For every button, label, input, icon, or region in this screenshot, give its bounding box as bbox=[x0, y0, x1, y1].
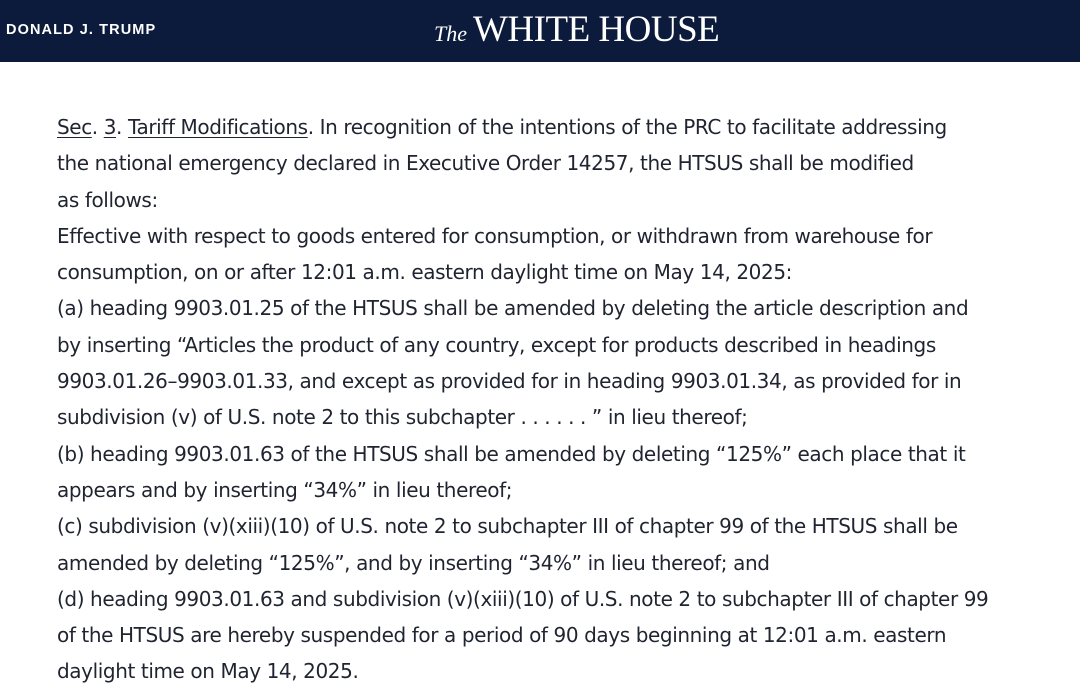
item-a-line: by inserting “Articles the product of any country, except for products described in headings bbox=[57, 332, 936, 357]
section-title: Tariff Modifications bbox=[127, 115, 308, 139]
item-a-line: (a) heading 9903.01.25 of the HTSUS shall be amended by deleting the article description and bbox=[57, 296, 969, 321]
item-d-line: daylight time on May 14, 2025. bbox=[57, 659, 359, 684]
sec-after-number: . bbox=[116, 115, 128, 139]
section-heading-line bbox=[57, 109, 1067, 145]
item-b-line: (b) heading 9903.01.63 of the HTSUS shall be amended by deleting “125%” each place that it bbox=[57, 441, 966, 466]
paragraph-line: as follows: bbox=[57, 187, 158, 212]
paragraph-line: Effective with respect to goods entered for consumption, or withdrawn from warehouse for bbox=[57, 223, 933, 248]
item-b-line: appears and by inserting “34%” in lieu thereof; bbox=[57, 477, 513, 502]
paragraph-line: the national emergency declared in Executive Order 14257, the HTSUS shall be modified bbox=[57, 151, 914, 176]
item-d-line: (d) heading 9903.01.63 and subdivision (v)(xiii)(10) of U.S. note 2 to subchapter III of chapter 99 bbox=[57, 586, 989, 611]
item-d-line: of the HTSUS are hereby suspended for a period of 90 days beginning at 12:01 a.m. eastern bbox=[57, 623, 947, 648]
order-section-text bbox=[57, 109, 1067, 690]
item-c-line: (c) subdivision (v)(xiii)(10) of U.S. note 2 to subchapter III of chapter 99 of the HTSUS shall be bbox=[57, 514, 958, 539]
owner-name-link[interactable]: DONALD J. TRUMP bbox=[6, 22, 157, 38]
logo-white-house: WHITE HOUSE bbox=[473, 9, 720, 50]
item-a-line: 9903.01.26–9903.01.33, and except as provided for in heading 9903.01.34, as provided for in bbox=[57, 369, 962, 394]
logo-the: The bbox=[434, 21, 467, 46]
white-house-logo[interactable] bbox=[434, 8, 719, 51]
section-intro-text: . In recognition of the intentions of the PRC to facilitate addressing bbox=[307, 115, 947, 139]
item-a-line: subdivision (v) of U.S. note 2 to this subchapter . . . . . . ” in lieu thereof; bbox=[57, 405, 748, 430]
paragraph-line: consumption, on or after 12:01 a.m. eastern daylight time on May 14, 2025: bbox=[57, 260, 792, 285]
sec-dot: . bbox=[91, 115, 104, 139]
item-c-line: amended by deleting “125%”, and by inserting “34%” in lieu thereof; and bbox=[57, 550, 770, 575]
site-header bbox=[0, 0, 1080, 62]
sec-number-link[interactable]: 3 bbox=[103, 115, 117, 139]
sec-link[interactable]: Sec bbox=[57, 115, 92, 139]
